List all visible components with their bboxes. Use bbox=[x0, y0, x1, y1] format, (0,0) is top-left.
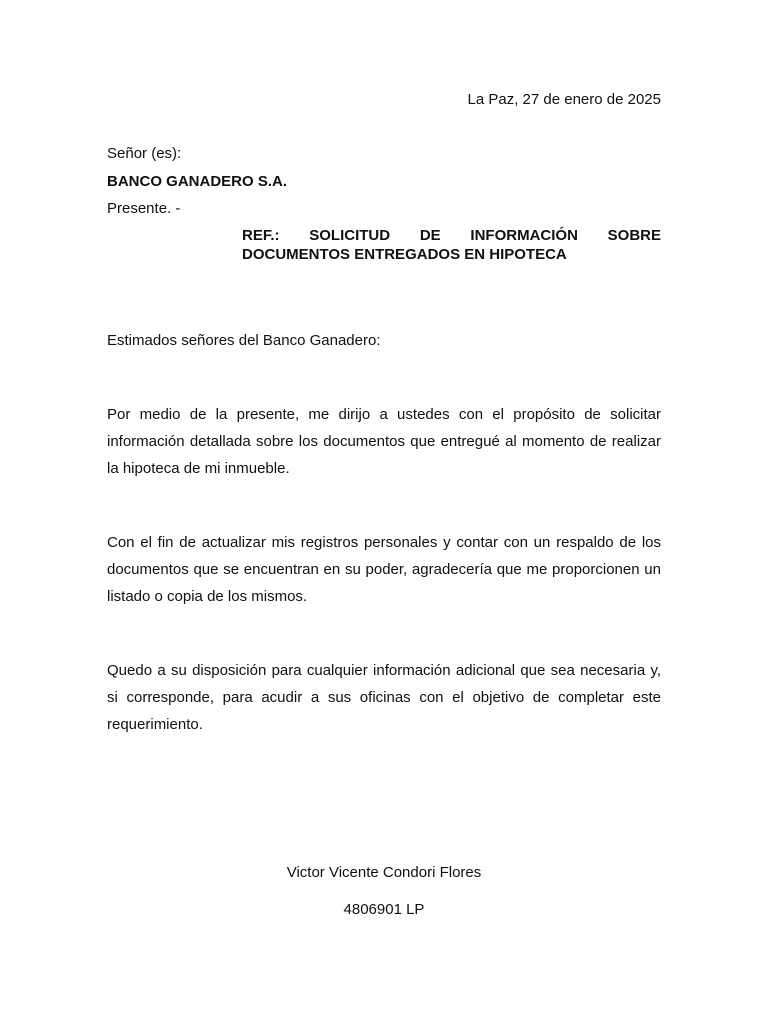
salutation-line: Señor (es): bbox=[107, 145, 182, 162]
letter-date: La Paz, 27 de enero de 2025 bbox=[467, 91, 661, 108]
greeting: Estimados señores del Banco Ganadero: bbox=[107, 332, 381, 349]
body-paragraph-1: Por medio de la presente, me dirijo a ustedes con el propósito de solicitar información detallada sobre los documentos que entregué al momento de realizar la hipoteca de mi inmueble. bbox=[107, 406, 661, 477]
reference-line-2: DOCUMENTOS ENTREGADOS EN HIPOTECA bbox=[242, 246, 567, 263]
signature-name: Victor Vicente Condori Flores bbox=[286, 864, 482, 881]
reference-block bbox=[242, 226, 661, 264]
body-paragraph-2: Con el fin de actualizar mis registros personales y contar con un respaldo de los documentos que se encuentran en su poder, agradecería que me proporcionen un listado o copia de los mismos. bbox=[107, 534, 661, 605]
recipient-name: BANCO GANADERO S.A. bbox=[107, 173, 288, 190]
presente-line: Presente. - bbox=[107, 200, 181, 217]
body-paragraph-3: Quedo a su disposición para cualquier información adicional que sea necesaria y, si corresponde, para acudir a sus oficinas con el objetivo de completar este requerimiento. bbox=[107, 662, 661, 733]
reference-line-1: REF.: SOLICITUD DE INFORMACIÓN SOBRE bbox=[242, 227, 661, 244]
signature-id: 4806901 LP bbox=[343, 901, 425, 918]
